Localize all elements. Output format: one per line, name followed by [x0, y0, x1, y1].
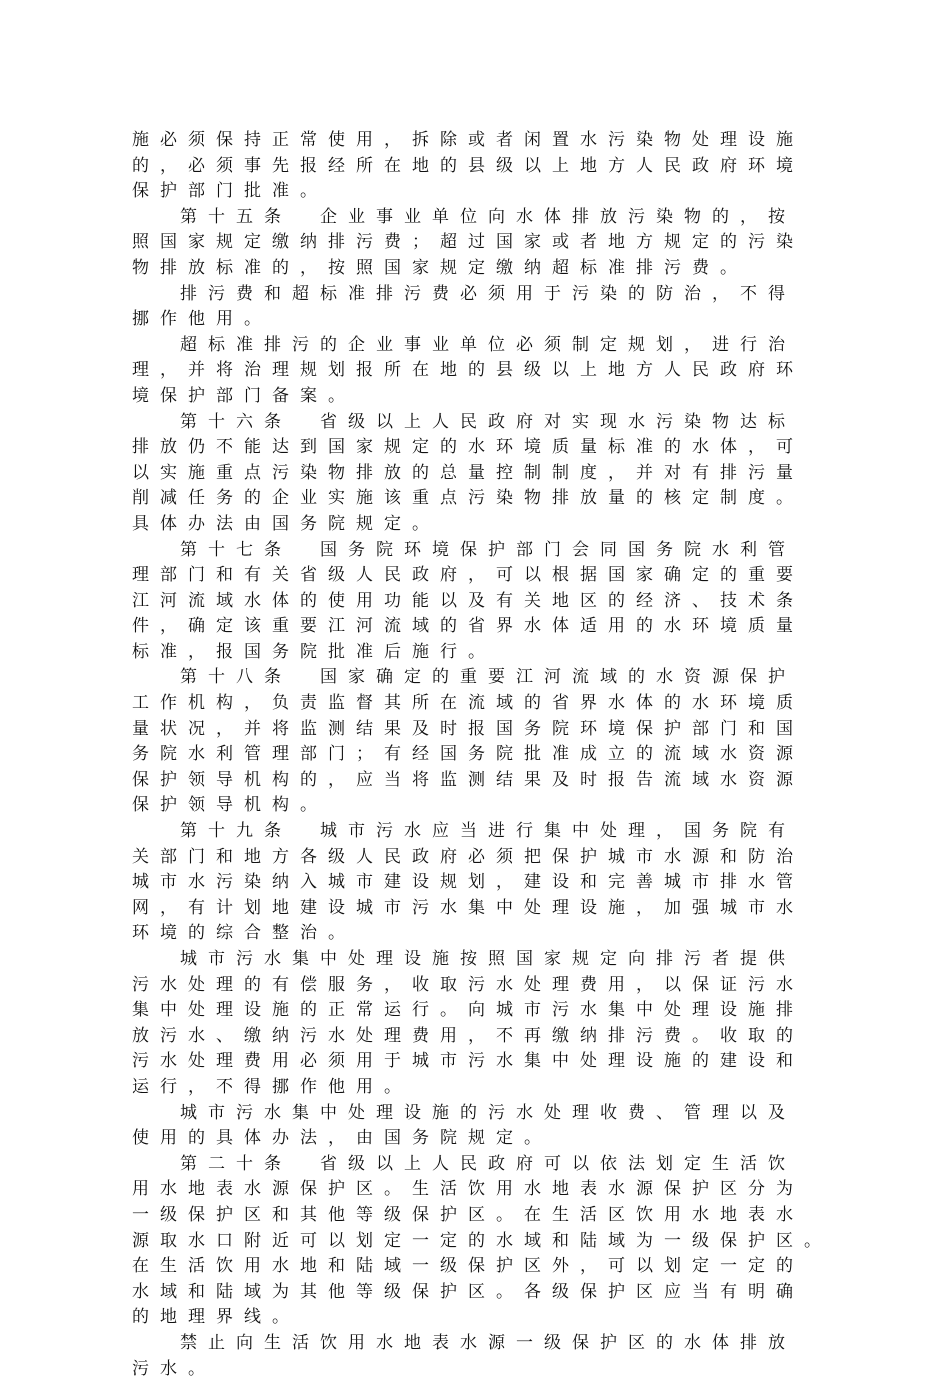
paragraph-start-line: 城市污水集中处理设施按照国家规定向排污者提供	[132, 947, 862, 973]
paragraph-start-line: 排污费和超标准排污费必须用于污染的防治，不得	[132, 282, 862, 308]
text-line: 水域和陆域为其他等级保护区。各级保护区应当有明确	[132, 1280, 862, 1306]
article-19-heading-line: 第十九条 城市污水应当进行集中处理，国务院有	[132, 819, 862, 845]
text-line: 保护领导机构。	[132, 793, 862, 819]
text-line: 保护部门批准。	[132, 179, 862, 205]
text-line: 理，并将治理规划报所在地的县级以上地方人民政府环	[132, 358, 862, 384]
text-line: 用水地表水源保护区。生活饮用水地表水源保护区分为	[132, 1177, 862, 1203]
text-line: 网，有计划地建设城市污水集中处理设施，加强城市水	[132, 896, 862, 922]
text-line: 标准，报国务院批准后施行。	[132, 640, 862, 666]
article-15-heading-line: 第十五条 企业事业单位向水体排放污染物的，按	[132, 205, 862, 231]
text-line: 污水。	[132, 1357, 862, 1382]
text-line: 的，必须事先报经所在地的县级以上地方人民政府环境	[132, 154, 862, 180]
text-line: 物排放标准的，按照国家规定缴纳超标准排污费。	[132, 256, 862, 282]
article-20-heading-line: 第二十条 省级以上人民政府可以依法划定生活饮	[132, 1152, 862, 1178]
text-line: 理部门和有关省级人民政府，可以根据国家确定的重要	[132, 563, 862, 589]
text-line: 江河流域水体的使用功能以及有关地区的经济、技术条	[132, 589, 862, 615]
text-line: 排放仍不能达到国家规定的水环境质量标准的水体，可	[132, 435, 862, 461]
text-line: 境保护部门备案。	[132, 384, 862, 410]
text-line: 以实施重点污染物排放的总量控制制度，并对有排污量	[132, 461, 862, 487]
text-line: 施必须保持正常使用，拆除或者闲置水污染物处理设施	[132, 128, 862, 154]
text-line: 保护领导机构的，应当将监测结果及时报告流域水资源	[132, 768, 862, 794]
text-line: 污水处理费用必须用于城市污水集中处理设施的建设和	[132, 1049, 862, 1075]
article-18-heading-line: 第十八条 国家确定的重要江河流域的水资源保护	[132, 665, 862, 691]
text-line: 城市水污染纳入城市建设规划，建设和完善城市排水管	[132, 870, 862, 896]
text-line: 源取水口附近可以划定一定的水域和陆域为一级保护区。	[132, 1229, 862, 1255]
document-body	[132, 128, 862, 1382]
text-line: 工作机构，负责监督其所在流域的省界水体的水环境质	[132, 691, 862, 717]
text-line: 在生活饮用水地和陆域一级保护区外，可以划定一定的	[132, 1254, 862, 1280]
paragraph-start-line: 超标准排污的企业事业单位必须制定规划，进行治	[132, 333, 862, 359]
paragraph-start-line: 禁止向生活饮用水地表水源一级保护区的水体排放	[132, 1331, 862, 1357]
text-line: 件，确定该重要江河流域的省界水体适用的水环境质量	[132, 614, 862, 640]
text-line: 照国家规定缴纳排污费；超过国家或者地方规定的污染	[132, 230, 862, 256]
text-line: 集中处理设施的正常运行。向城市污水集中处理设施排	[132, 998, 862, 1024]
text-line: 污水处理的有偿服务，收取污水处理费用，以保证污水	[132, 973, 862, 999]
text-line: 一级保护区和其他等级保护区。在生活区饮用水地表水	[132, 1203, 862, 1229]
text-line: 的地理界线。	[132, 1305, 862, 1331]
text-line: 量状况，并将监测结果及时报国务院环境保护部门和国	[132, 717, 862, 743]
paragraph-start-line: 城市污水集中处理设施的污水处理收费、管理以及	[132, 1101, 862, 1127]
text-line: 挪作他用。	[132, 307, 862, 333]
text-line: 削减任务的企业实施该重点污染物排放量的核定制度。	[132, 486, 862, 512]
article-17-heading-line: 第十七条 国务院环境保护部门会同国务院水利管	[132, 538, 862, 564]
text-line: 运行，不得挪作他用。	[132, 1075, 862, 1101]
text-line: 环境的综合整治。	[132, 921, 862, 947]
text-line: 关部门和地方各级人民政府必须把保护城市水源和防治	[132, 845, 862, 871]
text-line: 使用的具体办法，由国务院规定。	[132, 1126, 862, 1152]
text-line: 放污水、缴纳污水处理费用，不再缴纳排污费。收取的	[132, 1024, 862, 1050]
article-16-heading-line: 第十六条 省级以上人民政府对实现水污染物达标	[132, 410, 862, 436]
text-line: 务院水利管理部门；有经国务院批准成立的流域水资源	[132, 742, 862, 768]
text-line: 具体办法由国务院规定。	[132, 512, 862, 538]
